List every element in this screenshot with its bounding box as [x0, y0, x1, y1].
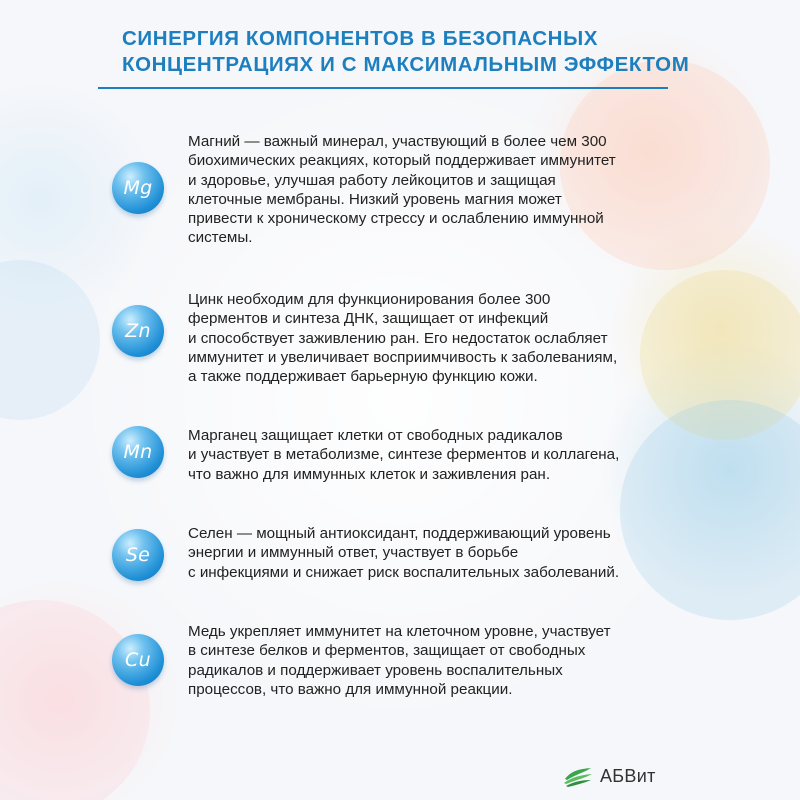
mineral-symbol: Mg — [123, 177, 153, 199]
title-divider — [98, 87, 668, 89]
mineral-description — [188, 622, 698, 699]
decorative-blob — [0, 600, 150, 800]
mineral-description — [188, 132, 698, 248]
page-title-line: КОНЦЕНТРАЦИЯХ И С МАКСИМАЛЬНЫМ ЭФФЕКТОМ — [122, 53, 690, 76]
description-line: энергии и иммунный ответ, участвует в борьбе — [188, 544, 519, 562]
description-line: Магний — важный минерал, участвующий в более чем 300 — [188, 133, 607, 150]
description-line: Цинк необходим для функционирования более 300 — [188, 291, 551, 308]
description-line: процессов, что важно для иммунной реакции. — [188, 680, 513, 698]
mineral-sphere-icon — [112, 162, 164, 214]
mineral-symbol: Cu — [125, 649, 151, 671]
mineral-description — [188, 524, 698, 582]
page-title — [122, 26, 742, 78]
description-line: а также поддерживает барьерную функцию кожи. — [188, 368, 538, 386]
description-line: ферментов и синтеза ДНК, защищает от инфекций — [188, 310, 549, 328]
description-line: привести к хроническому стрессу и ослаблению иммунной — [188, 210, 604, 228]
description-line: в синтезе белков и ферментов, защищает от свободных — [188, 642, 586, 660]
mineral-sphere-icon — [112, 305, 164, 357]
mineral-sphere-icon — [112, 529, 164, 581]
mineral-description — [188, 290, 698, 386]
description-line: Селен — мощный антиоксидант, поддерживающий уровень — [188, 525, 611, 542]
description-line: биохимических реакциях, который поддерживает иммунитет — [188, 152, 616, 170]
mineral-sphere-icon — [112, 426, 164, 478]
description-line: иммунитет и увеличивает восприимчивость к заболеваниям, — [188, 348, 618, 366]
description-line: и способствует заживлению ран. Его недостаток ослабляет — [188, 329, 608, 347]
description-line: Медь укрепляет иммунитет на клеточном уровне, участвует — [188, 623, 611, 640]
mineral-symbol: Zn — [125, 320, 151, 342]
description-line: и участвует в метаболизме, синтезе ферментов и коллагена, — [188, 446, 620, 464]
page-title-line: СИНЕРГИЯ КОМПОНЕНТОВ В БЕЗОПАСНЫХ — [122, 27, 599, 50]
description-line: что важно для иммунных клеток и заживления ран. — [188, 465, 551, 483]
leaf-wave-logo-icon — [563, 765, 593, 787]
brand-logo — [563, 763, 656, 789]
description-line: радикалов и поддерживает уровень воспалительных — [188, 661, 563, 679]
description-line: с инфекциями и снижает риск воспалительных заболеваний. — [188, 563, 620, 581]
description-line: клеточные мембраны. Низкий уровень магния может — [188, 190, 562, 208]
mineral-symbol: Mn — [123, 441, 153, 463]
decorative-blob — [0, 260, 100, 420]
description-line: и здоровье, улучшая работу лейкоцитов и защищая — [188, 171, 556, 189]
mineral-description — [188, 426, 698, 484]
description-line: системы. — [188, 229, 253, 247]
description-line: Марганец защищает клетки от свободных радикалов — [188, 427, 563, 444]
mineral-sphere-icon — [112, 634, 164, 686]
brand-name: АБВит — [600, 765, 656, 786]
mineral-symbol: Se — [125, 544, 151, 566]
